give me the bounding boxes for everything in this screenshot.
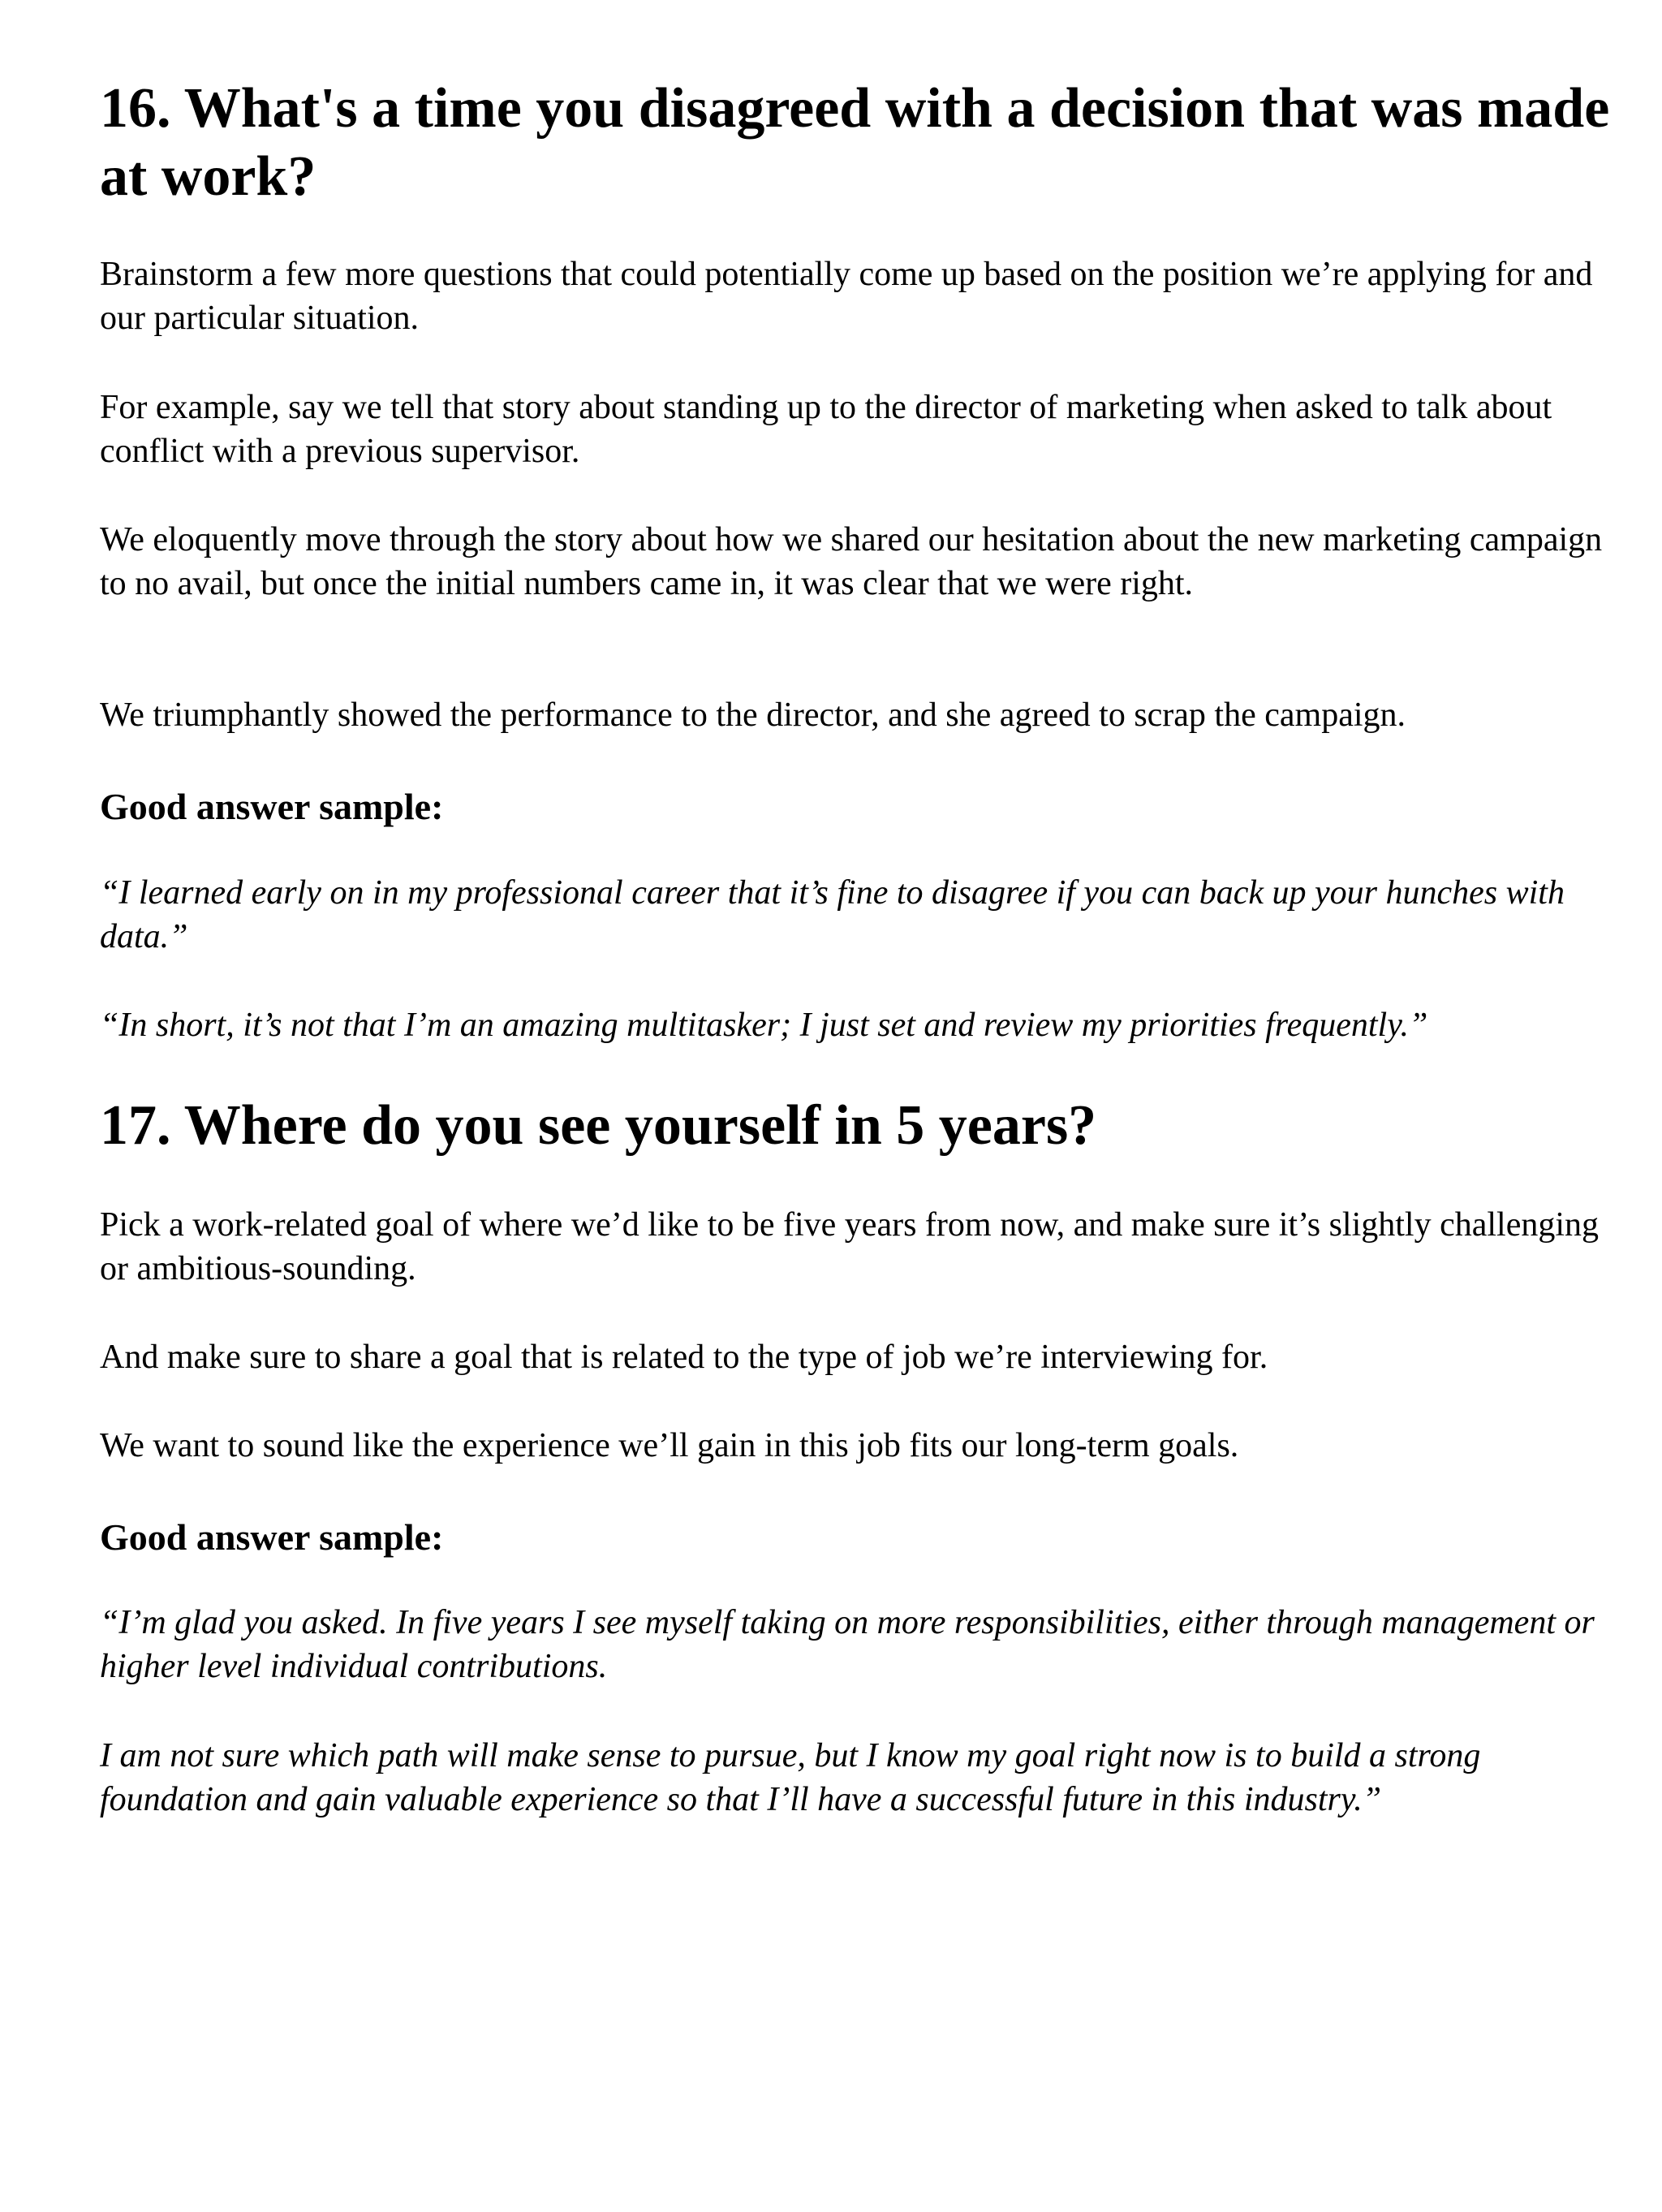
section-16-sample-quote-2: “In short, it’s not that I’m an amazing multitasker; I just set and review my priorities frequently.” <box>100 1007 1428 1044</box>
section-17-sample-heading: Good answer sample: <box>100 1516 444 1558</box>
section-16-sample-quote-1: “I learned early on in my professional career that it’s fine to disagree if you can back up your hunches with data.” <box>100 874 1565 955</box>
section-17-paragraph-2: And make sure to share a goal that is related to the type of job we’re interviewing for. <box>100 1339 1268 1376</box>
section-16-paragraph-1: Brainstorm a few more questions that could potentially come up based on the position we’re applying for and our particular situation. <box>100 256 1593 337</box>
section-17-paragraph-1: Pick a work-related goal of where we’d like to be five years from now, and make sure it’s slightly challenging or ambitious-sounding. <box>100 1206 1600 1287</box>
section-17-sample-quote-1: “I’m glad you asked. In five years I see myself taking on more responsibilities, either through management or higher level individual contributions. <box>100 1604 1595 1685</box>
section-16-heading: 16. What's a time you disagreed with a decision that was made at work? <box>100 77 1610 208</box>
section-17-heading: 17. Where do you see yourself in 5 years? <box>100 1094 1097 1157</box>
section-17-sample-quote-2: I am not sure which path will make sense to pursue, but I know my goal right now is to build a strong foundation and gain valuable experience so that I’ll have a successful future in this industry.” <box>100 1737 1481 1818</box>
section-16-paragraph-3: We eloquently move through the story about how we shared our hesitation about the new marketing campaign to no avail, but once the initial numbers came in, it was clear that we were right. <box>100 521 1603 602</box>
section-16-paragraph-2: For example, say we tell that story about standing up to the director of marketing when asked to talk about conflict with a previous supervisor. <box>100 389 1552 470</box>
section-16-sample-heading: Good answer sample: <box>100 786 444 827</box>
section-17-paragraph-3: We want to sound like the experience we’ll gain in this job fits our long-term goals. <box>100 1427 1239 1464</box>
section-16-paragraph-4: We triumphantly showed the performance to the director, and she agreed to scrap the campaign. <box>100 696 1406 734</box>
